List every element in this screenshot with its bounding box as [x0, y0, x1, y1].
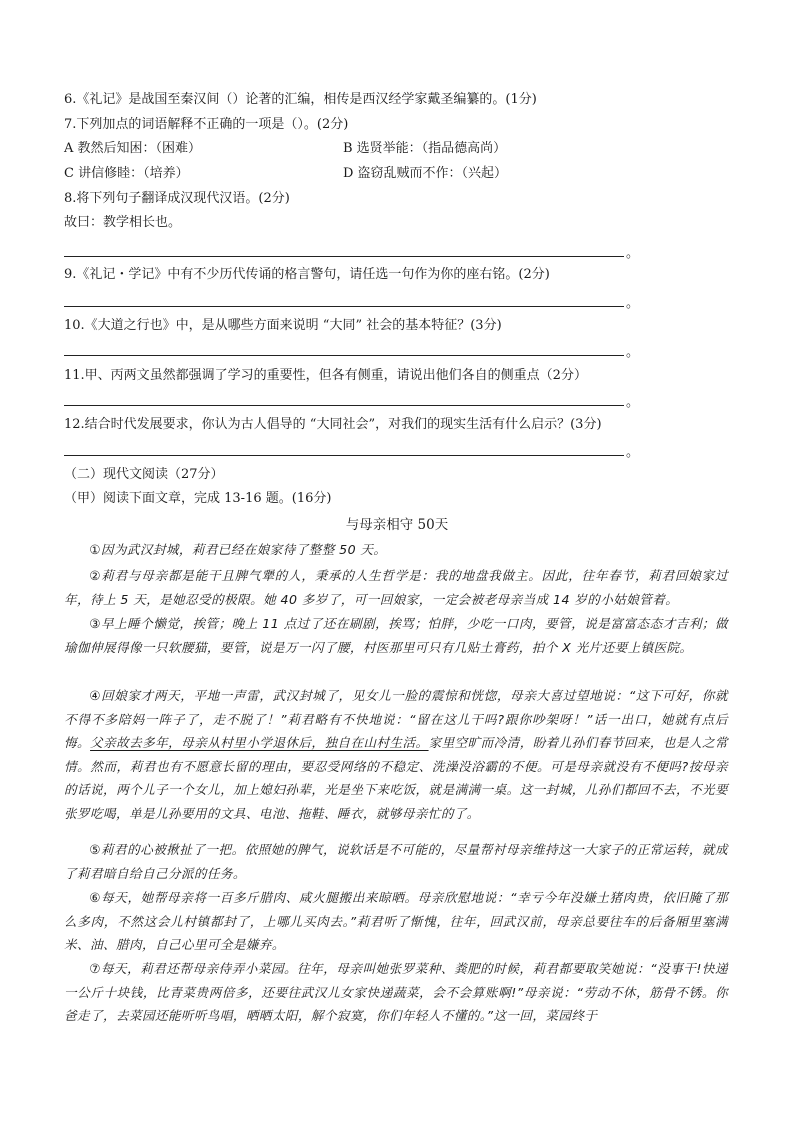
question-7: 7.下列加点的词语解释不正确的一项是（）。(2分) — [64, 117, 349, 132]
answer-line-10[interactable] — [64, 355, 624, 356]
option-d: D 盗窃乱贼而不作：（兴起） — [343, 166, 508, 181]
answer-line-9[interactable] — [64, 306, 624, 307]
question-8-sentence: 故曰：教学相长也。 — [64, 215, 182, 230]
option-a: A 教然后知困：（困难） — [64, 141, 202, 156]
answer-end-10: 。 — [626, 345, 640, 360]
answer-end-8: 。 — [626, 246, 640, 261]
paragraph-2: ②莉君与母亲都是能干且脾气犟的人，秉承的人生哲学是：我的地盘我做主。因此，往年春节，莉君回娘家过年，待上 5 天，是她忍受的极限。她 40 多岁了，可一回娘家，一定会被老母亲当成 14 岁的小姑娘管着。 — [64, 568, 728, 607]
underlined-sentence: 父亲故去多年，母亲从村里小学退休后，独自在山村生活。 — [90, 735, 429, 750]
paragraph-7: ⑦每天，莉君还帮母亲侍弄小菜园。往年，母亲叫她张罗菜种、粪肥的时候，莉君都要取笑她说：“没事干!快递一公斤十块钱，比青菜贵两倍多，还要往武汉儿女家快递蔬菜，会不会算账啊!”母亲说：“劳动不休，筋骨不锈。你爸走了，去菜园还能听听鸟唱，晒晒太阳，解个寂寞，你们年轻人不懂的。”这一回，菜园终于 — [64, 961, 728, 1023]
question-12: 12.结合时代发展要求，你认为古人倡导的 “大同社会”，对我们的现实生活有什么启示？(3分) — [64, 417, 602, 432]
paragraph-4 — [64, 684, 728, 825]
question-10: 10.《大道之行也》中，是从哪些方面来说明 “大同” 社会的基本特征？(3分) — [64, 318, 502, 333]
question-11: 11.甲、丙两文虽然都强调了学习的重要性，但各有侧重，请说出他们各自的侧重点（2分） — [64, 368, 587, 383]
answer-line-12[interactable] — [64, 455, 624, 456]
section-subheading: （甲）阅读下面文章，完成 13-16 题。(16分) — [64, 491, 332, 506]
paragraph-4-part-2: 家里空旷而冷清，盼着儿孙们春节回来，也是人之常情。然而，莉君也有不愿意长留的理由，要忍受网络的不稳定、洗澡没浴霸的不便。可是母亲就没有不便吗?按母亲的话说，两个儿子一个女儿，加上媳妇孙辈，光是坐下来吃饭，就是满满一桌。这一封城，儿孙们都回不去，不光要张罗吃喝，单是儿孙要用的文具、电池、拖鞋、睡衣，就够母亲忙的了。 — [64, 735, 728, 821]
answer-line-11[interactable] — [64, 405, 624, 406]
answer-end-11: 。 — [626, 395, 640, 410]
paragraph-6: ⑥每天，她帮母亲将一百多斤腊肉、咸火腿搬出来晾晒。母亲欣慰地说：“幸亏今年没嫌土猪肉贵，依旧腌了那么多肉，不然这会儿村镇都封了，上哪儿买肉去。”莉君听了惭愧，往年，回武汉前，母亲总要往车的后备厢里塞满米、油、腊肉，自己心里可全是嫌弃。 — [64, 890, 728, 952]
question-9: 9.《礼记・学记》中有不少历代传诵的格言警句，请任选一句作为你的座右铭。(2分) — [64, 267, 550, 282]
paragraph-1: ①因为武汉封城，莉君已经在娘家待了整整 50 天。 — [89, 542, 387, 557]
section-heading: （二）现代文阅读（27分） — [64, 467, 224, 482]
answer-end-9: 。 — [626, 296, 640, 311]
option-b: B 选贤举能：（指品德高尚） — [343, 141, 507, 156]
paragraph-5: ⑤莉君的心被揪扯了一把。依照她的脾气，说软话是不可能的，尽量帮衬母亲维持这一大家子的正常运转，就成了莉君暗自给自己分派的任务。 — [64, 842, 728, 881]
paragraph-3: ③早上睡个懒觉，挨管；晚上 11 点过了还在刷剧，挨骂；怕胖，少吃一口肉，要管，说是富富态态才吉利；做瑜伽伸展得像一只软腰猫，要管，说是万一闪了腰，村医那里可只有几贴土膏药，拍个 X 光片还要上镇医院。 — [64, 616, 728, 655]
answer-line-8[interactable] — [64, 256, 624, 257]
question-8: 8.将下列句子翻译成汉现代汉语。(2分) — [64, 191, 290, 206]
option-c: C 讲信修睦：（培养） — [64, 166, 189, 181]
paragraph-4-part-1: ④回娘家才两天，平地一声雷，武汉封城了，见女儿一脸的震惊和恍惚，母亲大喜过望地说：“这下可好，你就不得不多陪妈一阵子了，走不脱了！”莉君略有不快地说：“留在这儿干吗?跟你吵架呀！”话一出口，她就有点后悔。 — [64, 688, 728, 750]
article-title: 与母亲相守 50天 — [345, 517, 449, 533]
answer-end-12: 。 — [626, 445, 640, 460]
question-6: 6.《礼记》是战国至秦汉间（）论著的汇编，相传是西汉经学家戴圣编纂的。(1分) — [64, 92, 537, 107]
